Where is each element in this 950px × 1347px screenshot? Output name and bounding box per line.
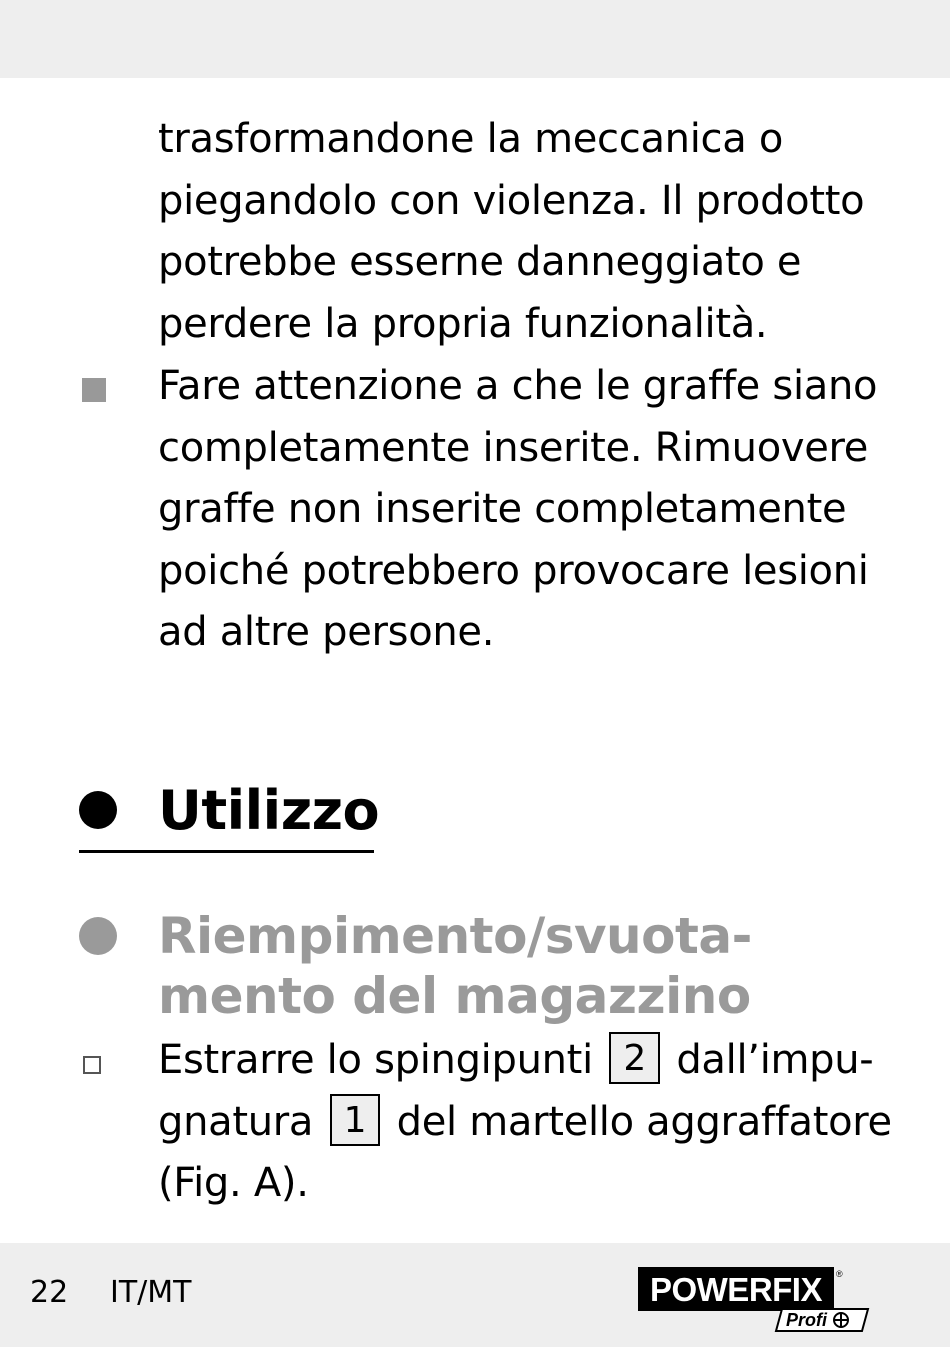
header-band	[0, 0, 950, 78]
section-bullet-icon	[79, 791, 117, 829]
instruction-text: dall’impu-	[676, 1037, 874, 1083]
part-reference-2: 2	[609, 1032, 660, 1084]
instruction-text: Estrarre lo spingipunti	[158, 1037, 593, 1083]
subsection-heading	[158, 906, 752, 1026]
text-line: completamente inserite. Rimuovere	[158, 424, 869, 471]
heading-underline	[79, 850, 374, 853]
instruction-line	[158, 1092, 892, 1154]
text-line: graffe non inserite completamente	[158, 486, 847, 532]
instruction-text: del martello aggraffatore	[396, 1098, 892, 1145]
text-line: piegandolo con violenza. Il prodotto	[158, 177, 865, 224]
powerfix-logo	[636, 1265, 872, 1333]
text-line: trasformandone la meccanica o	[158, 116, 784, 162]
text-line: ad altre persone.	[158, 609, 495, 655]
part-reference-1: 1	[330, 1094, 381, 1146]
language-code: IT/MT	[110, 1275, 192, 1310]
logo-sub-text: Profi	[786, 1310, 828, 1330]
heading-line: mento del magazzino	[158, 967, 751, 1025]
warning-item	[158, 356, 877, 664]
subsection-bullet-icon	[79, 917, 117, 955]
instruction-text: gnatura	[158, 1098, 314, 1145]
page-number: 22	[30, 1275, 69, 1310]
heading-line: Riempimento/svuota-	[158, 907, 752, 965]
text-line: Fare attenzione a che le graffe siano	[158, 363, 878, 409]
square-bullet-icon	[82, 378, 106, 402]
paragraph-continuation	[158, 109, 864, 355]
text-line: perdere la propria funzionalità.	[158, 300, 768, 347]
logo-brand-text: POWERFIX	[649, 1271, 823, 1308]
text-line: poiché potrebbero provocare lesioni	[158, 547, 869, 594]
instruction-step	[158, 1030, 892, 1215]
instruction-line	[158, 1030, 892, 1092]
svg-text:®: ®	[836, 1269, 843, 1279]
text-line: potrebbe esserne danneggiato e	[158, 239, 802, 285]
section-heading: Utilizzo	[158, 779, 380, 842]
checkbox-bullet-icon	[83, 1056, 101, 1074]
instruction-line: (Fig. A).	[158, 1160, 309, 1206]
